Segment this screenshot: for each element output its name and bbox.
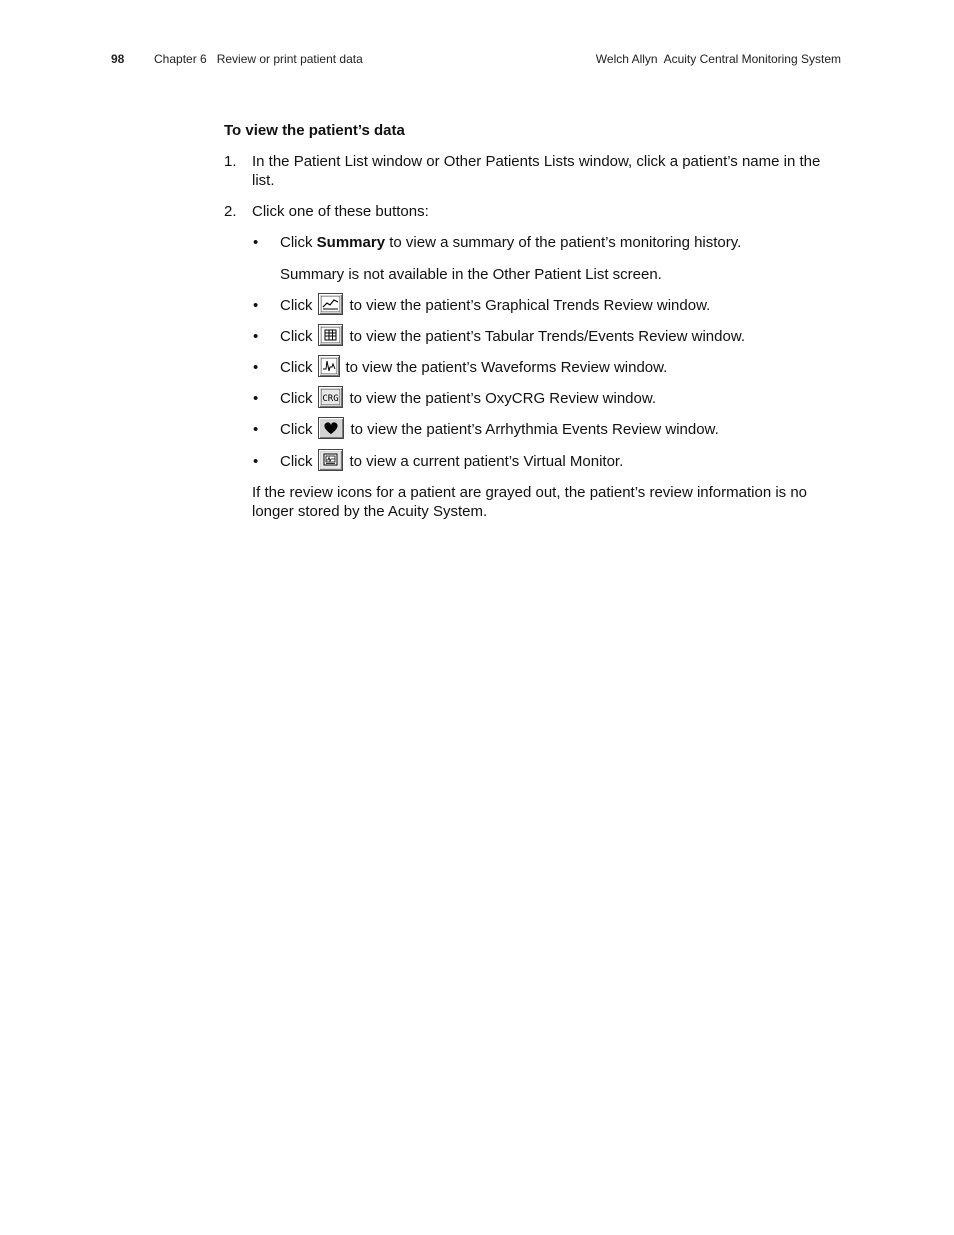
chapter-title: Chapter 6 Review or print patient data bbox=[154, 52, 363, 66]
section-heading: To view the patient’s data bbox=[224, 122, 405, 139]
bullet-dot: • bbox=[253, 453, 259, 470]
bullet-text bbox=[280, 452, 623, 471]
click-label: Click bbox=[280, 421, 313, 438]
page-header bbox=[0, 52, 954, 70]
click-label: Click bbox=[280, 453, 313, 470]
bullet-dot: • bbox=[253, 297, 259, 314]
summary-button-label: Summary bbox=[316, 234, 386, 251]
bullet-dot: • bbox=[253, 328, 259, 345]
bullet-description: to view the patient’s Waveforms Review window. bbox=[345, 359, 668, 376]
bullet-graphical-trends bbox=[253, 293, 853, 319]
step-text: Click one of these buttons: bbox=[252, 203, 429, 220]
waveforms-icon[interactable] bbox=[318, 355, 340, 377]
oxycrg-icon[interactable] bbox=[318, 386, 343, 408]
graphical-trends-icon[interactable] bbox=[318, 293, 343, 315]
bullet-description: to view the patient’s Arrhythmia Events Review window. bbox=[350, 421, 719, 438]
tabular-trends-icon[interactable] bbox=[318, 324, 343, 346]
arrhythmia-heart-icon[interactable] bbox=[318, 417, 344, 439]
page-number: 98 bbox=[111, 52, 125, 66]
click-label: Click bbox=[280, 359, 313, 376]
bullet-description: to view a summary of the patient’s monitoring history. bbox=[389, 234, 742, 251]
bullet-description: to view the patient’s Graphical Trends Review window. bbox=[349, 297, 711, 314]
bullet-waveforms bbox=[253, 355, 853, 381]
click-label: Click bbox=[280, 328, 313, 345]
bullet-dot: • bbox=[253, 390, 259, 407]
virtual-monitor-icon[interactable] bbox=[318, 449, 343, 471]
click-label: Click bbox=[280, 390, 313, 407]
bullet-dot: • bbox=[253, 421, 259, 438]
bullet-text bbox=[280, 296, 710, 315]
bullet-text bbox=[280, 420, 719, 439]
bullet-arrhythmia bbox=[253, 417, 853, 443]
bullet-description: to view the patient’s OxyCRG Review window. bbox=[349, 390, 657, 407]
step-text: In the Patient List window or Other Patients Lists window, click a patient’s name in the list. bbox=[252, 153, 821, 189]
step-number: 1. bbox=[224, 153, 237, 170]
bullet-text bbox=[280, 358, 667, 377]
summary-note: Summary is not available in the Other Patient List screen. bbox=[280, 266, 662, 283]
bullet-oxycrg bbox=[253, 386, 853, 412]
document-title: Welch Allyn Acuity Central Monitoring System bbox=[595, 52, 841, 66]
bullet-description: to view a current patient’s Virtual Monitor. bbox=[349, 453, 624, 470]
bullet-text bbox=[280, 389, 656, 408]
closing-note: If the review icons for a patient are grayed out, the patient’s review information is no longer stored by the Acuity System. bbox=[252, 484, 808, 520]
bullet-virtual-monitor bbox=[253, 449, 853, 475]
bullet-dot: • bbox=[253, 234, 259, 251]
click-label: Click bbox=[280, 297, 313, 314]
bullet-description: to view the patient’s Tabular Trends/Events Review window. bbox=[349, 328, 745, 345]
bullet-tabular-trends bbox=[253, 324, 853, 350]
bullet-summary bbox=[253, 230, 853, 256]
click-label: Click bbox=[280, 234, 313, 251]
bullet-text bbox=[280, 327, 745, 346]
oxycrg-icon-label: CRG bbox=[321, 393, 339, 404]
step-number: 2. bbox=[224, 203, 237, 220]
bullet-dot: • bbox=[253, 359, 259, 376]
bullet-text bbox=[280, 233, 741, 252]
